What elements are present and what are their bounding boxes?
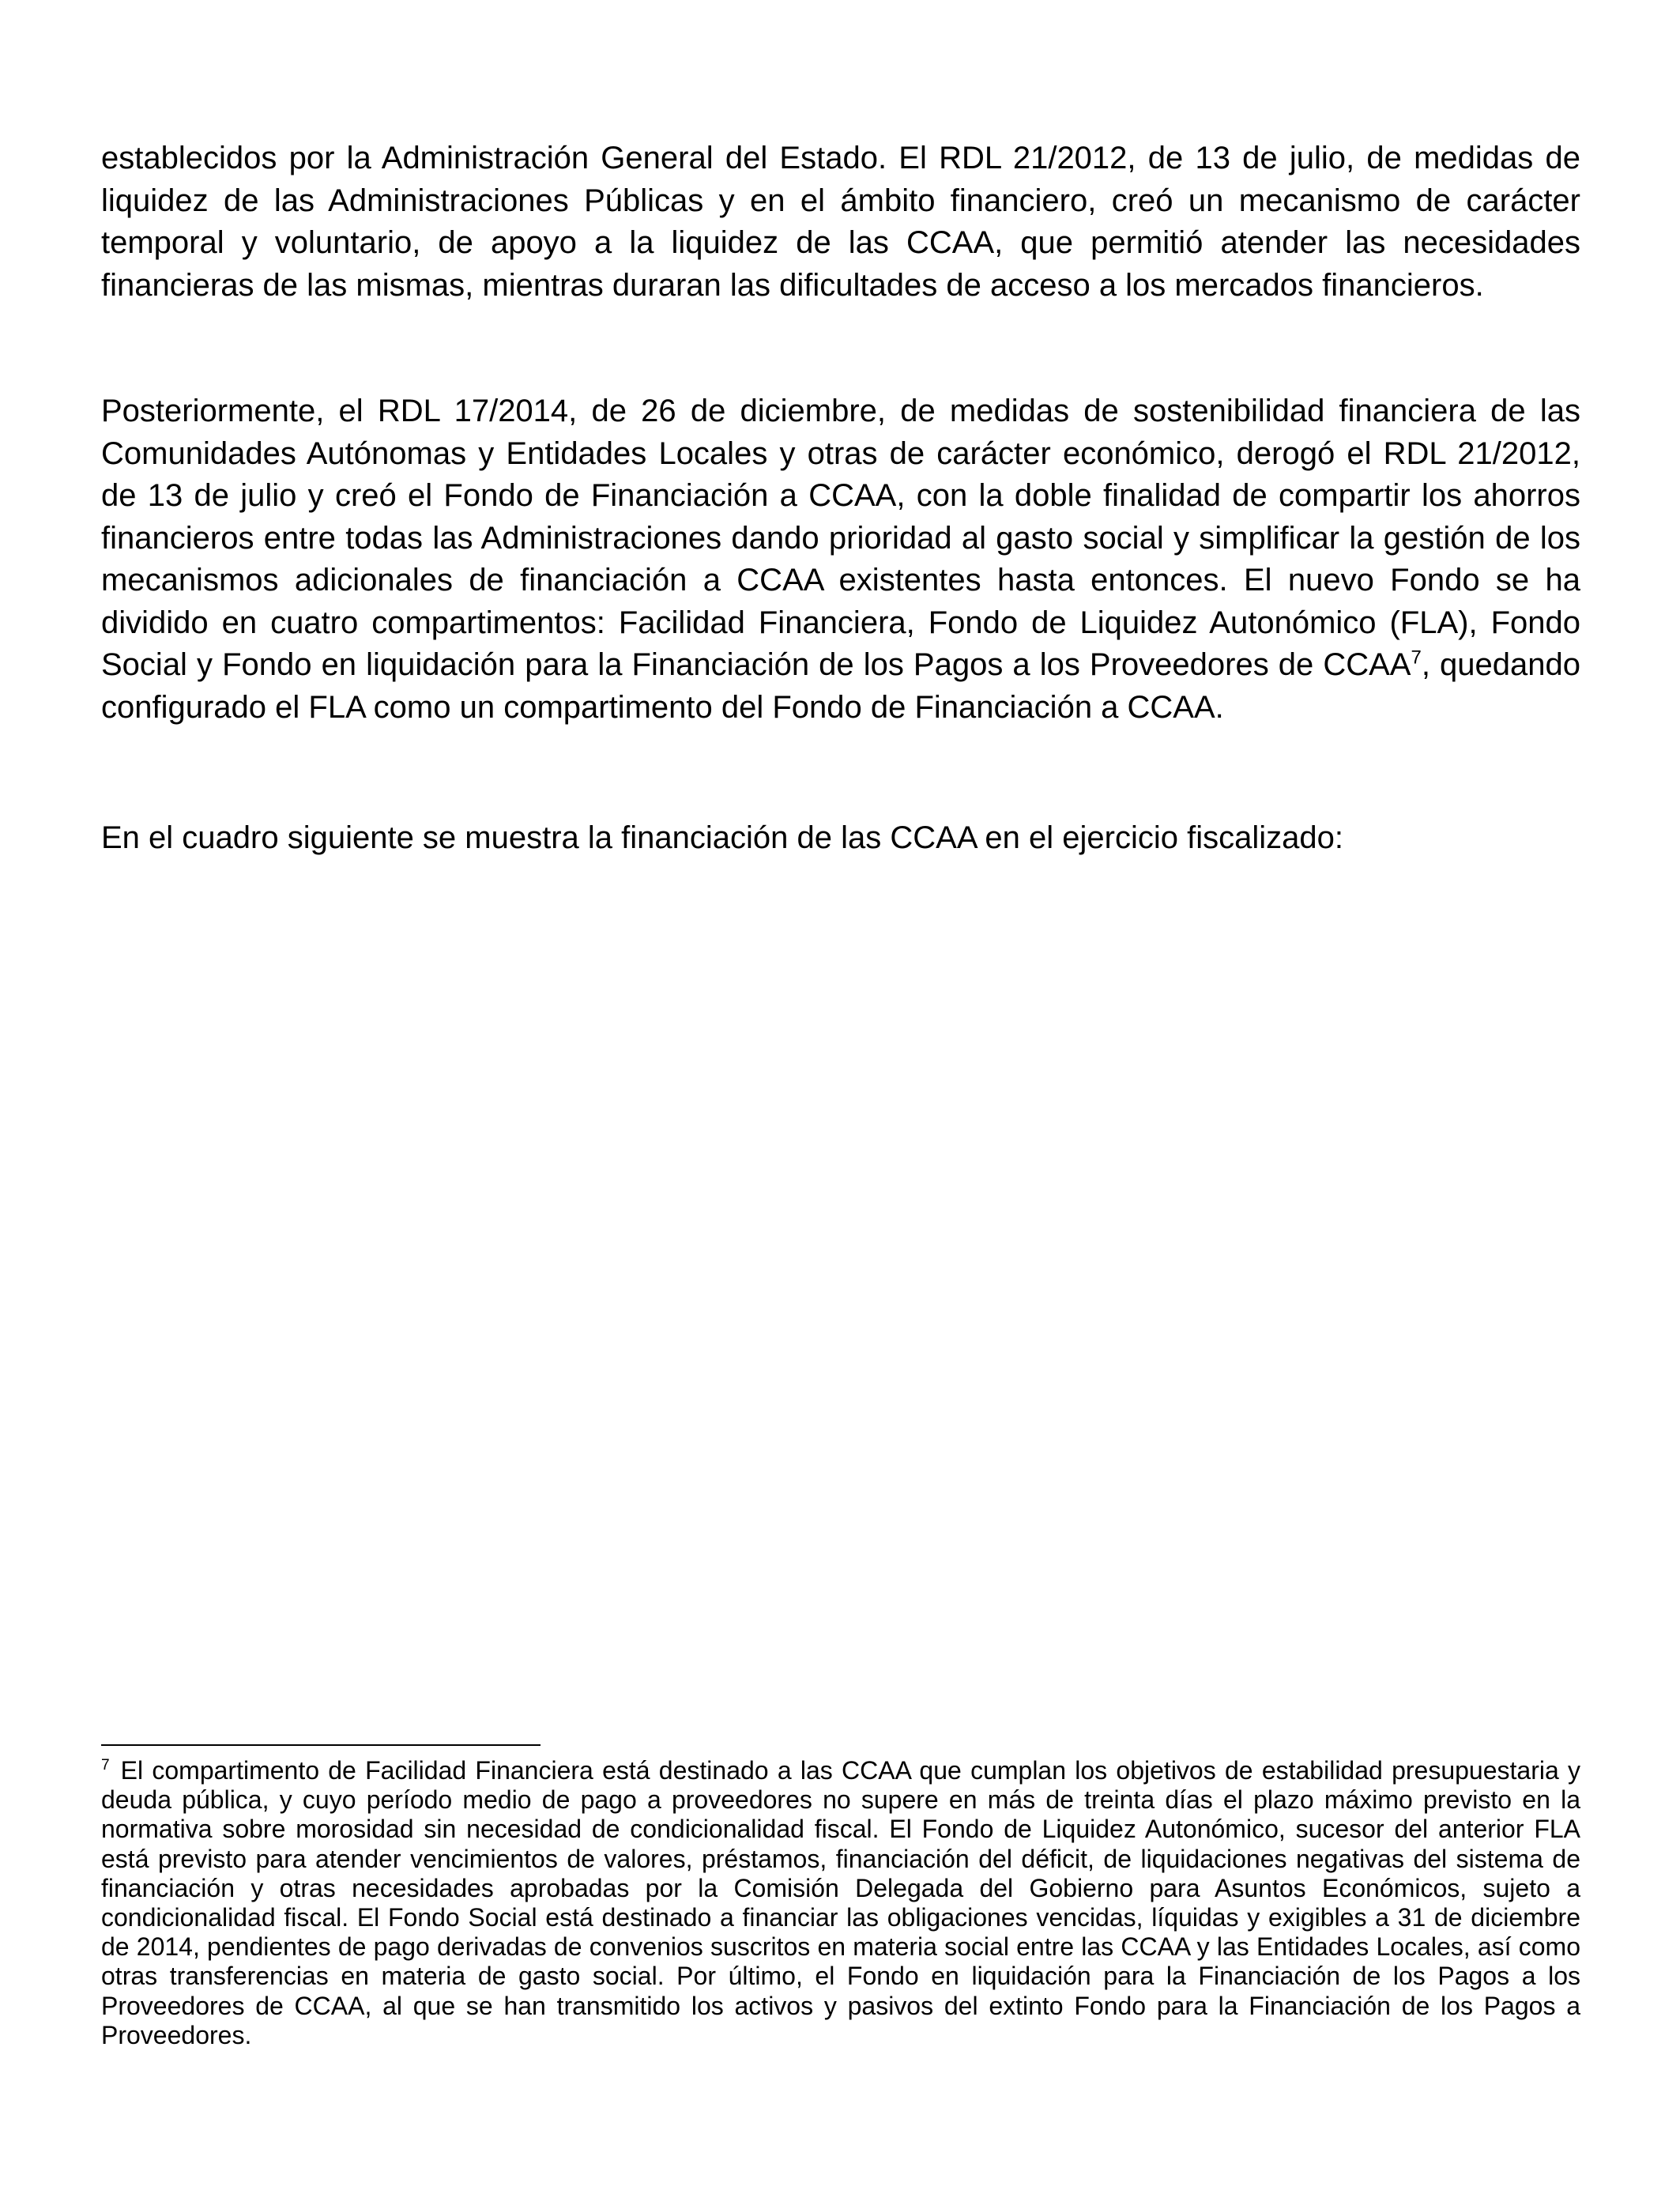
paragraph-3: En el cuadro siguiente se muestra la financiación de las CCAA en el ejercicio fiscalizado: [101,820,1343,855]
footnote-text: El compartimento de Facilidad Financiera está destinado a las CCAA que cumplan los objetivos de estabilidad presupuestaria y deuda pública, y cuyo período medio de pago a proveedores no supere en más de treinta días el plazo máximo previsto en la normativa sobre morosidad sin necesidad de condicionalidad fiscal. El Fondo de Liquidez Autonómico, sucesor del anterior FLA está previsto para atender vencimientos de valores, préstamos, financiación del déficit, de liquidaciones negativas del sistema de financiación y otras necesidades aprobadas por la Comisión Delegada del Gobierno para Asuntos Económicos, sujeto a condicionalidad fiscal. El Fondo Social está destinado a financiar las obligaciones vencidas, líquidas y exigibles a 31 de diciembre de 2014, pendientes de pago derivadas de convenios suscritos en materia social entre las CCAA y las Entidades Locales, así como otras transferencias en materia de gasto social. Por último, el Fondo en liquidación para la Financiación de los Pagos a los Proveedores de CCAA, al que se han transmitido los activos y pasivos del extinto Fondo para la Financiación de los Pagos a Proveedores. [101,1756,1580,2049]
paragraph-2 [101,390,1580,729]
paragraph-2-text-start: Posteriormente, el RDL 17/2014, de 26 de diciembre, de medidas de sostenibilidad financiera de las Comunidades Autónomas y Entidades Locales y otras de carácter económico, derogó el RDL 21/2012, de 13 de julio y creó el Fondo de Financiación a CCAA, con la doble finalidad de compartir los ahorros financieros entre todas las Administraciones dando prioridad al gasto social y simplificar la gestión de los mecanismos adicionales de financiación a CCAA existentes hasta entonces. El nuevo Fondo se ha dividido en cuatro compartimentos: Facilidad Financiera, Fondo de Liquidez Autonómico (FLA), Fondo Social y Fondo en liquidación para la Financiación de los Pagos a los Proveedores de CCAA [101,394,1580,682]
footnote-reference[interactable]: 7 [1411,647,1422,669]
paragraph-2-text-end: , quedando configurado el FLA como un compartimento del Fondo de Financiación a CCAA. [101,647,1580,725]
footnote-separator [101,1744,541,1746]
footnote: $^7$ El compartimento de Facilidad Financiera está destinado a las CCAA que cumplan los objetivos de estabilidad presupuestaria y deuda pública, y cuyo período medio de pago a proveedores no supere en más de treinta días el plazo máximo previsto en la normativa sobre morosidad sin necesidad de condicionalidad fiscal. El Fondo de Liquidez Autonómico, sucesor del anterior FLA está previsto para atender vencimientos de valores, préstamos, financiación del déficit, de liquidaciones negativas del sistema de financiación y otras necesidades aprobadas por la Comisión Delegada del Gobierno para Asuntos Económicos, sujeto a condicionalidad fiscal. El Fondo Social está destinado a financiar las obligaciones vencidas, líquidas y exigibles a 31 de diciembre de 2014, pendientes de pago derivadas de convenios suscritos en materia social entre las CCAA y las Entidades Locales, así como otras transferencias en materia de gasto social. Por último, el Fondo en liquidación para la Financiación de los Pagos a los Proveedores de CCAA, al que se han transmitido los activos y pasivos del extinto Fondo para la Financiación de los Pagos a Proveedores. [101,1756,1580,2049]
paragraph-1: establecidos por la Administración General del Estado. El RDL 21/2012, de 13 de julio, de medidas de liquidez de las Administraciones Públicas y en el ámbito financiero, creó un mecanismo de carácter temporal y voluntario, de apoyo a la liquidez de las CCAA, que permitió atender las necesidades financieras de las mismas, mientras duraran las dificultades de acceso a los mercados financieros. [101,141,1580,303]
